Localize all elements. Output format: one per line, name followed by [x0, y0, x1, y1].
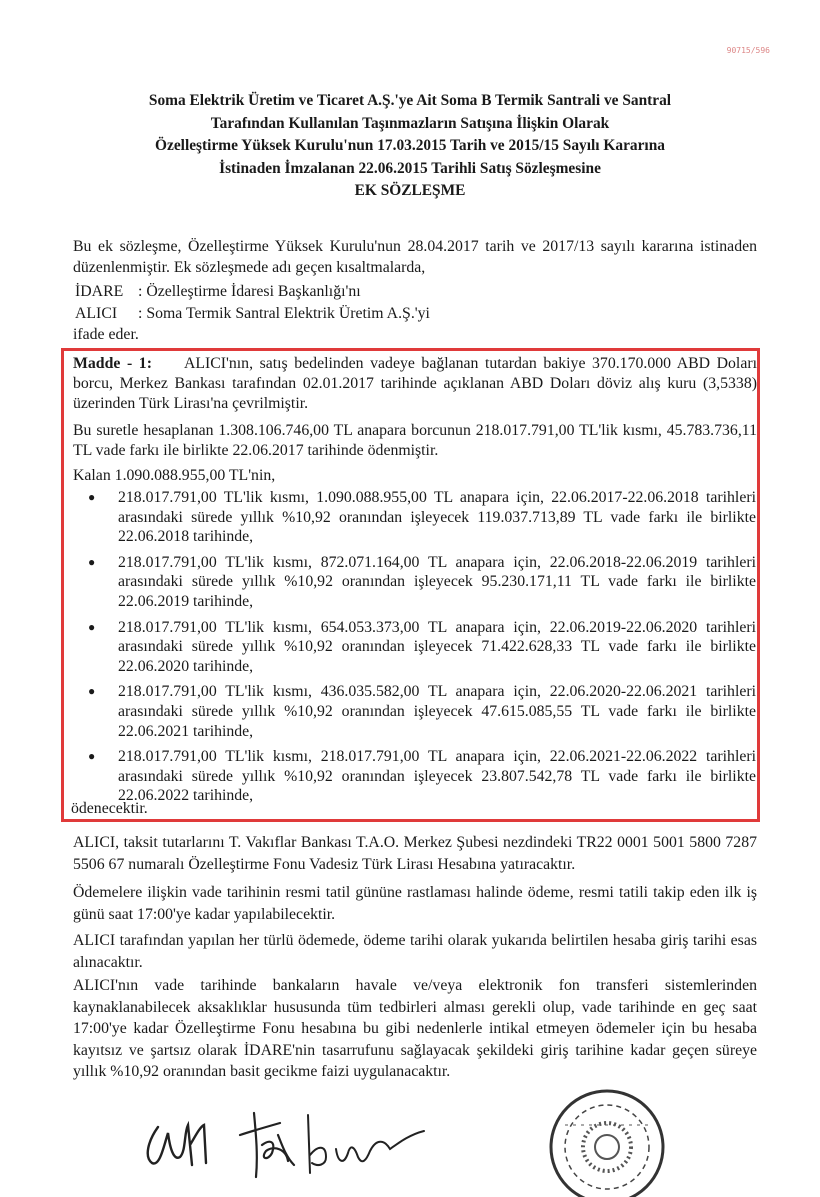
definition-key: İDARE	[75, 283, 124, 300]
bullet-icon: ●	[88, 619, 96, 634]
list-item	[88, 747, 756, 806]
signature-1	[140, 1105, 220, 1175]
bullet-icon: ●	[88, 684, 96, 699]
madde-text-3: Kalan 1.090.088.955,00 TL'nin,	[73, 467, 276, 484]
intro-paragraph: Bu ek sözleşme, Özelleştirme Yüksek Kurulu'nun 28.04.2017 tarih ve 2017/13 sayılı kararına istinaden düzenlenmiştir. Ek sözleşmede adı geçen kısaltmalarda,	[73, 238, 757, 276]
title-line-3: Özelleştirme Yüksek Kurulu'nun 17.03.2015 Tarih ve 2015/15 Sayılı Kararına	[155, 137, 665, 154]
installment-text: 218.017.791,00 TL'lik kısmı, 1.090.088.955,00 TL anapara için, 22.06.2017-22.06.2018 tarihleri arasındaki sürede yıllık %10,92 oranından işleyecek 119.037.713,89 TL vade farkı ile birlikte 22.06.2018 tarihinde,	[118, 489, 756, 546]
definition-value: : Özelleştirme İdaresi Başkanlığı'nı	[138, 283, 361, 300]
list-item	[88, 618, 756, 677]
bullet-icon: ●	[88, 490, 96, 504]
madde-label: Madde - 1:	[73, 355, 152, 372]
official-seal-icon	[545, 1075, 665, 1197]
installment-text: 218.017.791,00 TL'lik kısmı, 654.053.373,00 TL anapara için, 22.06.2019-22.06.2020 tarihleri arasındaki sürede yıllık %10,92 oranından işleyecek 71.422.628,33 TL vade farkı ile birlikte 22.06.2020 tarihinde,	[118, 618, 756, 675]
signature-2	[232, 1105, 302, 1185]
installment-text: 218.017.791,00 TL'lik kısmı, 872.071.164,00 TL anapara için, 22.06.2018-22.06.2019 tarihleri arasındaki sürede yıllık %10,92 oranından işleyecek 95.230.171,11 TL vade farkı ile birlikte 22.06.2019 tarihinde,	[118, 553, 756, 610]
signature-3	[300, 1105, 430, 1175]
definition-row	[75, 281, 430, 303]
madde-1-paragraph	[73, 354, 757, 413]
corner-code: 90715/596	[726, 46, 770, 55]
definition-value: : Soma Termik Santral Elektrik Üretim A.Ş.'yi	[138, 304, 430, 322]
ifade-text: ifade eder.	[73, 326, 139, 343]
document-title	[60, 90, 760, 203]
title-line-1: Soma Elektrik Üretim ve Ticaret A.Ş.'ye Ait Soma B Termik Santrali ve Santral	[148, 92, 672, 109]
title-line-2: Tarafından Kullanılan Taşınmazların Satışına İlişkin Olarak	[210, 114, 610, 132]
title-line-5: EK SÖZLEŞME	[354, 182, 466, 199]
installment-list	[88, 488, 756, 812]
installment-text: 218.017.791,00 TL'lik kısmı, 218.017.791,00 TL anapara için, 22.06.2021-22.06.2022 tarihleri arasındaki sürede yıllık %10,92 oranından işleyecek 23.807.542,78 TL vade farkı ile birlikte 22.06.2022 tarihinde,	[118, 748, 756, 805]
installment-text: 218.017.791,00 TL'lik kısmı, 436.035.582,00 TL anapara için, 22.06.2020-22.06.2021 tarihleri arasındaki sürede yıllık %10,92 oranından işleyecek 47.615.085,55 TL vade farkı ile birlikte 22.06.2021 tarihinde,	[118, 683, 756, 740]
definition-row	[75, 303, 430, 325]
definitions	[75, 281, 430, 324]
paragraph-payment-date: ALICI tarafından yapılan her türlü ödemede, ödeme tarihi olarak yukarıda belirtilen hesaba giriş tarihi esas alınacaktır.	[73, 932, 757, 971]
list-item	[88, 488, 756, 547]
madde-closing: ödenecektir.	[71, 800, 148, 817]
paragraph-payment-account: ALICI, taksit tutarlarını T. Vakıflar Bankası T.A.O. Merkez Şubesi nezdindeki TR22 0001 5001 5800 7287 5506 67 numaralı Özelleştirme Fonu Vadesiz Türk Lirası Hesabına yatıracaktır.	[73, 834, 757, 873]
definition-key: ALICI	[75, 304, 118, 322]
bullet-icon: ●	[88, 554, 96, 569]
bullet-icon: ●	[88, 749, 96, 764]
list-item	[88, 553, 756, 612]
madde-text-2: Bu suretle hesaplanan 1.308.106.746,00 TL anapara borcunun 218.017.791,00 TL'lik kısmı, 45.783.736,11 TL vade farkı ile birlikte 22.06.2017 tarihinde ödenmiştir.	[73, 422, 757, 459]
title-line-4: İstinaden İmzalanan 22.06.2015 Tarihli Satış Sözleşmesine	[219, 159, 601, 177]
paragraph-holiday: Ödemelere ilişkin vade tarihinin resmi tatil gününe rastlaması halinde ödeme, resmi tatili takip eden ilk iş günü saat 17:00'ye kadar yapılabilecektir.	[73, 884, 757, 923]
madde-text-1: ALICI'nın, satış bedelinden vadeye bağlanan tutardan bakiye 370.170.000 ABD Doları borcu, Merkez Bankası tarafından 02.01.2017 tarihinde açıklanan ABD Doları döviz alış kuru (3,5338) üzerinden Türk Lirası'na çevrilmiştir.	[73, 355, 757, 412]
list-item	[88, 682, 756, 741]
paragraph-late-interest: ALICI'nın vade tarihinde bankaların havale ve/veya elektronik fon transferi sistemlerinden kaynaklanabilecek aksaklıklar hususunda tüm tedbirleri alması gerekli olup, vade tarihinde en geç saat 17:00'ye kadar Özelleştirme Fonu hesabına bu gibi nedenlerle intikal etmeyen ödemeler için bu hesaba kayıtsız ve şartsız olarak İDARE'nin tasarrufunu sağlayacak şekildeki giriş tarihine kadar geçen süreye yıllık %10,92 oranından basit gecikme faizi uygulanacaktır.	[73, 977, 757, 1081]
